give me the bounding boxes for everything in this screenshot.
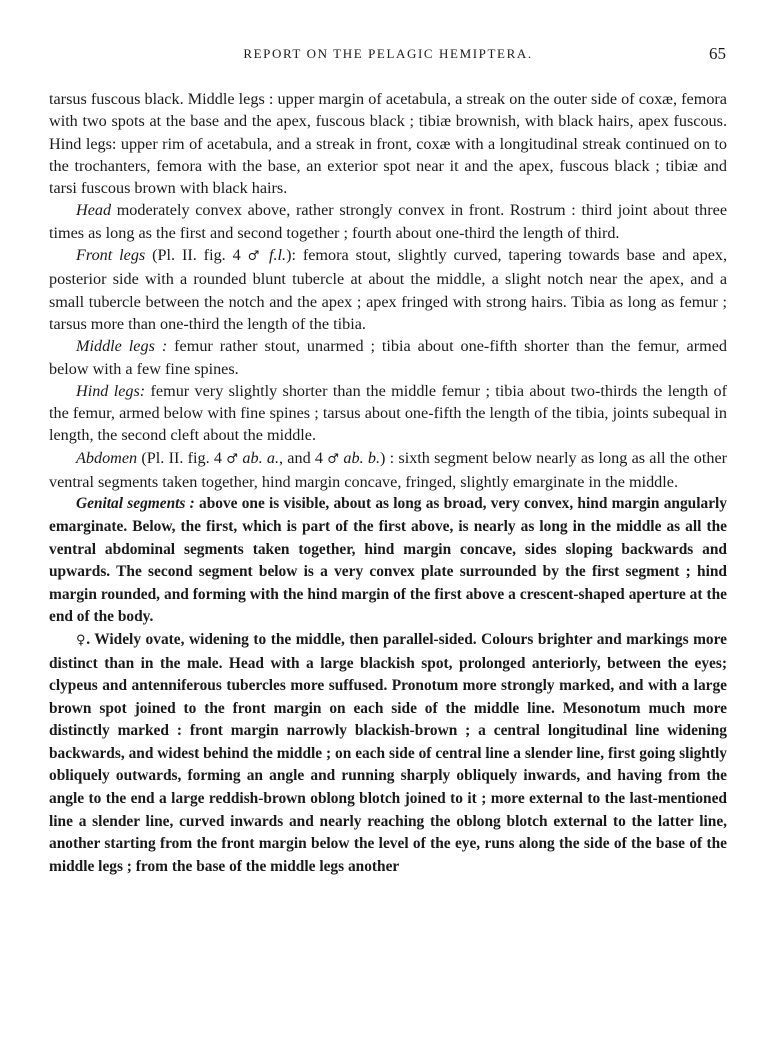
heading-front-legs: Front legs	[76, 246, 146, 265]
page-header	[50, 44, 726, 66]
heading-genital-segments: Genital segments :	[76, 495, 195, 513]
figure-ref-abdomen-b: , and 4	[279, 448, 328, 467]
paragraph-front-legs-text: ): femora stout, slightly curved, tapering towards base and apex, posterior side with a rounded blunt tubercle at about the middle, a slight notch near the apex, and a small tubercle between the notch and the apex ; apex fringed with strong hairs. Tibia as long as femur ; tarsus more than one-third the length of the tibia.	[49, 246, 728, 333]
paragraph-head	[49, 199, 727, 244]
paragraph-hind-legs	[49, 380, 727, 447]
page-number: 65	[709, 44, 726, 63]
paragraph-female-text: . Widely ovate, widening to the middle, then parallel-sided. Colours brighter and markings more distinct than in the male. Head with a large blackish spot, prolonged anteriorly, between the eyes; clypeus and antenniferous tubercles more suffused. Pronotum more strongly marked, and with a large brown spot joined to the front margin on each side of the middle line. Mesonotum much more distinctly marked : front margin narrowly blackish-brown ; a central longitudinal line widening backwards, and widest behind the middle ; on each side of central line a slender line, first going slightly obliquely outwards, forming an angle and running sharply obliquely inwards, and having from the angle to the end a large reddish-brown oblong blotch joined to it ; more external to the last-mentioned line a slender line, curved inwards and nearly reaching the oblong blotch external to the latter line, another starting from the front margin below the level of the eye, runs along the side of the base of the middle legs ; from the base of the middle legs another	[49, 630, 727, 875]
paragraph-female	[49, 629, 727, 879]
figure-ref-front-legs: (Pl. II. fig. 4	[145, 246, 248, 265]
male-symbol-icon: ♂	[327, 451, 340, 467]
paragraph-head-text: moderately convex above, rather strongly convex in front. Rostrum : third joint about three times as long as the first and second together ; fourth about one-third the length of third.	[49, 201, 727, 242]
paragraph-middle-legs-text: femur rather stout, unarmed ; tibia about one-fifth shorter than the femur, armed below with a few fine spines.	[49, 337, 727, 378]
heading-middle-legs: Middle legs :	[76, 337, 168, 356]
paragraph-hind-legs-text: femur very slightly shorter than the middle femur ; tibia about two-thirds the length of the femur, armed below with fine spines ; tarsus about one-fifth the length of the tibia, joints subequal in length, the second cleft about the middle.	[49, 381, 728, 445]
figure-label-fl: f.l.	[268, 246, 287, 265]
female-symbol-icon: ♀	[76, 632, 87, 648]
running-title: REPORT ON THE PELAGIC HEMIPTERA.	[243, 46, 533, 61]
paragraph-genital-segments-text: above one is visible, about as long as broad, very convex, hind margin angularly emarginate. Below, the first, which is part of the first above, is nearly as long in the middle as all the ventral abdominal segments taken together, hind margin concave, sides sloping backwards and upwards. The second segment below is a very convex plate surrounded by the first segment ; hind margin rounded, and forming with the hind margin of the first above a crescent-shaped aperture at the end of the body.	[49, 495, 727, 626]
paragraph-front-legs	[49, 244, 727, 335]
figure-label-ab-a: ab. a.	[242, 448, 280, 467]
male-symbol-icon: ♂	[226, 451, 239, 467]
figure-label-ab-b: ab. b.	[343, 448, 381, 467]
paragraph-tarsus: tarsus fuscous black. Middle legs : upper margin of acetabula, a streak on the outer side of coxæ, femora with two spots at the base and the apex, fuscous black ; tibiæ brownish, with black hairs, apex fuscous. Hind legs: upper rim of acetabula, and a streak in front, coxæ with a longitudinal streak continued on to the trochanters, femora with the base, an exterior spot near it and the apex, fuscous black ; tibiæ and tarsi fuscous brown with black hairs.	[49, 90, 727, 198]
paragraph-middle-legs	[49, 335, 727, 380]
paragraph-abdomen-text: ) : sixth segment below nearly as long as all the other ventral segments taken together, hind margin concave, fringed, slightly emarginate in the middle.	[49, 448, 728, 492]
male-symbol-icon: ♂	[247, 249, 263, 265]
heading-abdomen: Abdomen	[76, 448, 138, 467]
body-text	[49, 88, 727, 878]
paragraph-genital-segments	[49, 493, 727, 629]
heading-head: Head	[76, 201, 112, 220]
figure-ref-abdomen-a: (Pl. II. fig. 4	[137, 448, 227, 467]
paragraph-abdomen	[49, 447, 727, 494]
heading-hind-legs: Hind legs:	[76, 381, 146, 400]
